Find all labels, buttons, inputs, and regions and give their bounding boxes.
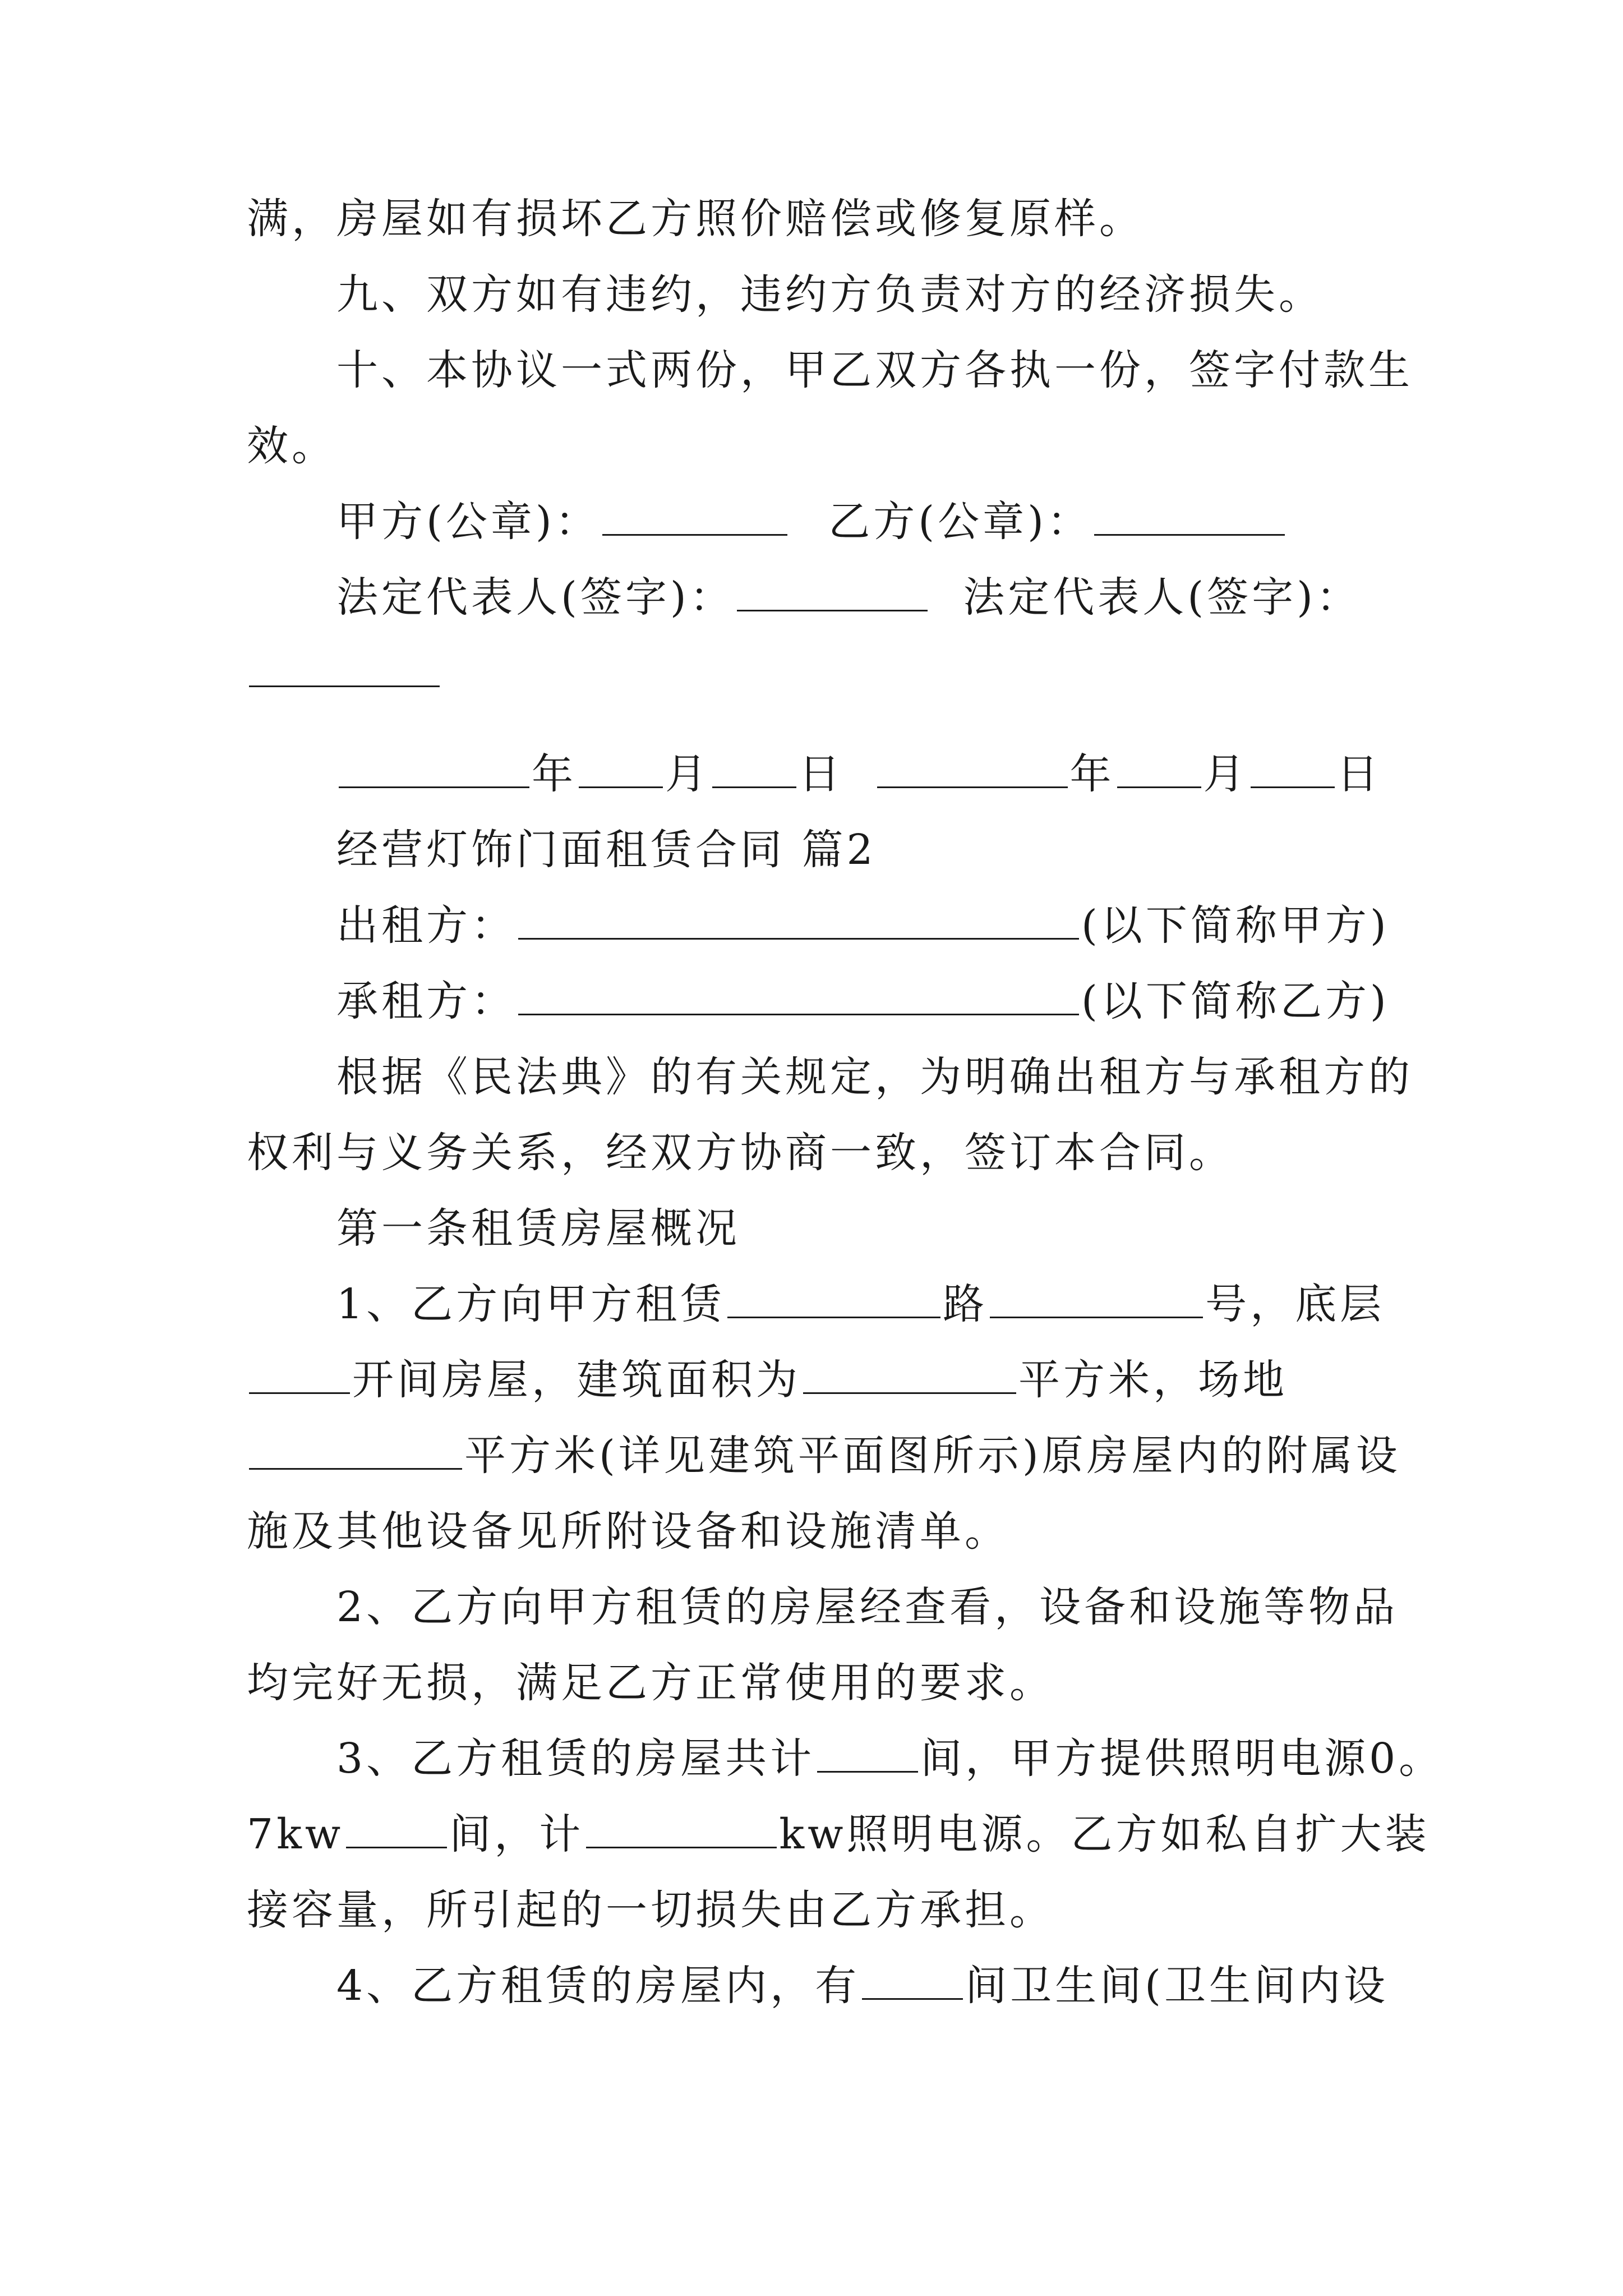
- text: 均完好无损，满足乙方正常使用的要求。: [247, 1659, 1054, 1707]
- site-area-blank[interactable]: [249, 1429, 462, 1470]
- party-a-year-blank[interactable]: [339, 747, 529, 788]
- day-label-a: 日: [799, 750, 843, 798]
- date-line: [336, 746, 1382, 802]
- kw-total-blank[interactable]: [586, 1807, 777, 1848]
- item-3-line-3: [247, 1882, 1054, 1938]
- item-1-line-2: [247, 1352, 1288, 1408]
- text: 平方米，场地: [1018, 1356, 1288, 1404]
- text: 第一条租赁房屋概况: [336, 1204, 740, 1253]
- party-a-seal-label: 甲方(公章)：: [336, 498, 600, 546]
- text: 2、乙方向甲方租赁的房屋经查看，设备和设施等物品: [336, 1583, 1399, 1631]
- preamble-line-2: [247, 1125, 1234, 1181]
- party-b-seal-blank[interactable]: [1094, 495, 1285, 536]
- month-label-a: 月: [665, 750, 710, 798]
- text: 间，甲方提供照明电源0。: [920, 1734, 1444, 1783]
- floor-area-blank[interactable]: [803, 1353, 1016, 1394]
- title-text: 经营灯饰门面租赁合同 篇2: [336, 826, 877, 874]
- lessee-line: [336, 973, 1390, 1029]
- item-1-line-3: [247, 1428, 1401, 1484]
- item-2-line-2: [247, 1655, 1054, 1711]
- clause-9: [336, 266, 1324, 323]
- item-1-line-1: [336, 1276, 1385, 1332]
- item-3-line-2: [247, 1806, 1430, 1862]
- party-a-day-blank[interactable]: [712, 747, 796, 788]
- text: 满，房屋如有损坏乙方照价赔偿或修复原样。: [247, 195, 1144, 243]
- item-4-line-1: [336, 1958, 1389, 2014]
- party-b-rep-blank[interactable]: [249, 646, 440, 687]
- text-line-4: [247, 418, 336, 474]
- party-b-day-blank[interactable]: [1251, 747, 1335, 788]
- lessor-blank[interactable]: [518, 899, 1079, 940]
- bathroom-count-blank[interactable]: [862, 1959, 963, 2000]
- month-label-b: 月: [1203, 750, 1248, 798]
- text-line-1: [247, 191, 1144, 247]
- lessor-note: (以下简称甲方): [1081, 901, 1390, 950]
- text: 1、乙方向甲方租赁: [336, 1280, 726, 1328]
- section-title: [336, 822, 877, 878]
- party-b-rep-label: 法定代表人(签字)：: [963, 573, 1362, 622]
- number-blank[interactable]: [990, 1277, 1203, 1318]
- kw-rooms-blank[interactable]: [346, 1807, 447, 1848]
- text: 根据《民法典》的有关规定，为明确出租方与承租方的: [336, 1053, 1413, 1101]
- preamble-line-1: [336, 1049, 1413, 1105]
- road-blank[interactable]: [727, 1277, 940, 1318]
- text: 4、乙方租赁的房屋内，有: [336, 1962, 860, 2010]
- room-count-blank[interactable]: [249, 1353, 350, 1394]
- party-a-seal-blank[interactable]: [602, 495, 787, 536]
- party-a-rep-blank[interactable]: [737, 570, 928, 611]
- item-2-line-1: [336, 1579, 1398, 1635]
- party-b-month-blank[interactable]: [1117, 747, 1201, 788]
- lessor-label: 出租方：: [336, 901, 516, 950]
- item-3-line-1: [336, 1731, 1444, 1787]
- party-a-rep-label: 法定代表人(签字)：: [336, 573, 735, 622]
- day-label-b: 日: [1336, 750, 1382, 798]
- text: 平方米(详见建筑平面图所示)原房屋内的附属设: [464, 1432, 1401, 1480]
- rooms-total-blank[interactable]: [817, 1732, 918, 1773]
- text: 施及其他设备见所附设备和设施清单。: [247, 1507, 1009, 1556]
- representative-line: [336, 569, 1361, 625]
- text: 接容量，所引起的一切损失由乙方承担。: [247, 1886, 1054, 1934]
- article-1-heading: [336, 1200, 740, 1257]
- text: 开间房屋，建筑面积为: [352, 1356, 801, 1404]
- text: 九、双方如有违约，违约方负责对方的经济损失。: [336, 270, 1324, 319]
- text: 权利与义务关系，经双方协商一致，签订本合同。: [247, 1129, 1234, 1177]
- year-label-b: 年: [1069, 750, 1115, 798]
- text: 间，计: [449, 1810, 584, 1858]
- lessee-note: (以下简称乙方): [1081, 977, 1390, 1025]
- party-b-year-blank[interactable]: [877, 747, 1068, 788]
- item-1-line-4: [247, 1503, 1009, 1559]
- lessee-blank[interactable]: [518, 974, 1079, 1015]
- party-b-seal-label: 乙方(公章)：: [828, 498, 1092, 546]
- text: 路: [943, 1280, 988, 1328]
- party-a-month-blank[interactable]: [579, 747, 663, 788]
- text: 效。: [247, 422, 336, 470]
- text: 3、乙方租赁的房屋共计: [336, 1734, 815, 1783]
- lessor-line: [336, 898, 1390, 954]
- text: 十、本协议一式两份，甲乙双方各执一份，签字付款生: [336, 346, 1413, 394]
- lessee-label: 承租方：: [336, 977, 516, 1025]
- text: 7kw: [247, 1810, 344, 1858]
- clause-10: [336, 342, 1413, 398]
- text: 号，底层: [1205, 1280, 1385, 1328]
- text: kw照明电源。乙方如私自扩大装: [779, 1810, 1430, 1858]
- year-label-a: 年: [532, 750, 577, 798]
- representative-continue-line: [247, 645, 442, 701]
- text: 间卫生间(卫生间内设: [965, 1962, 1389, 2010]
- party-seal-line: [336, 494, 1287, 550]
